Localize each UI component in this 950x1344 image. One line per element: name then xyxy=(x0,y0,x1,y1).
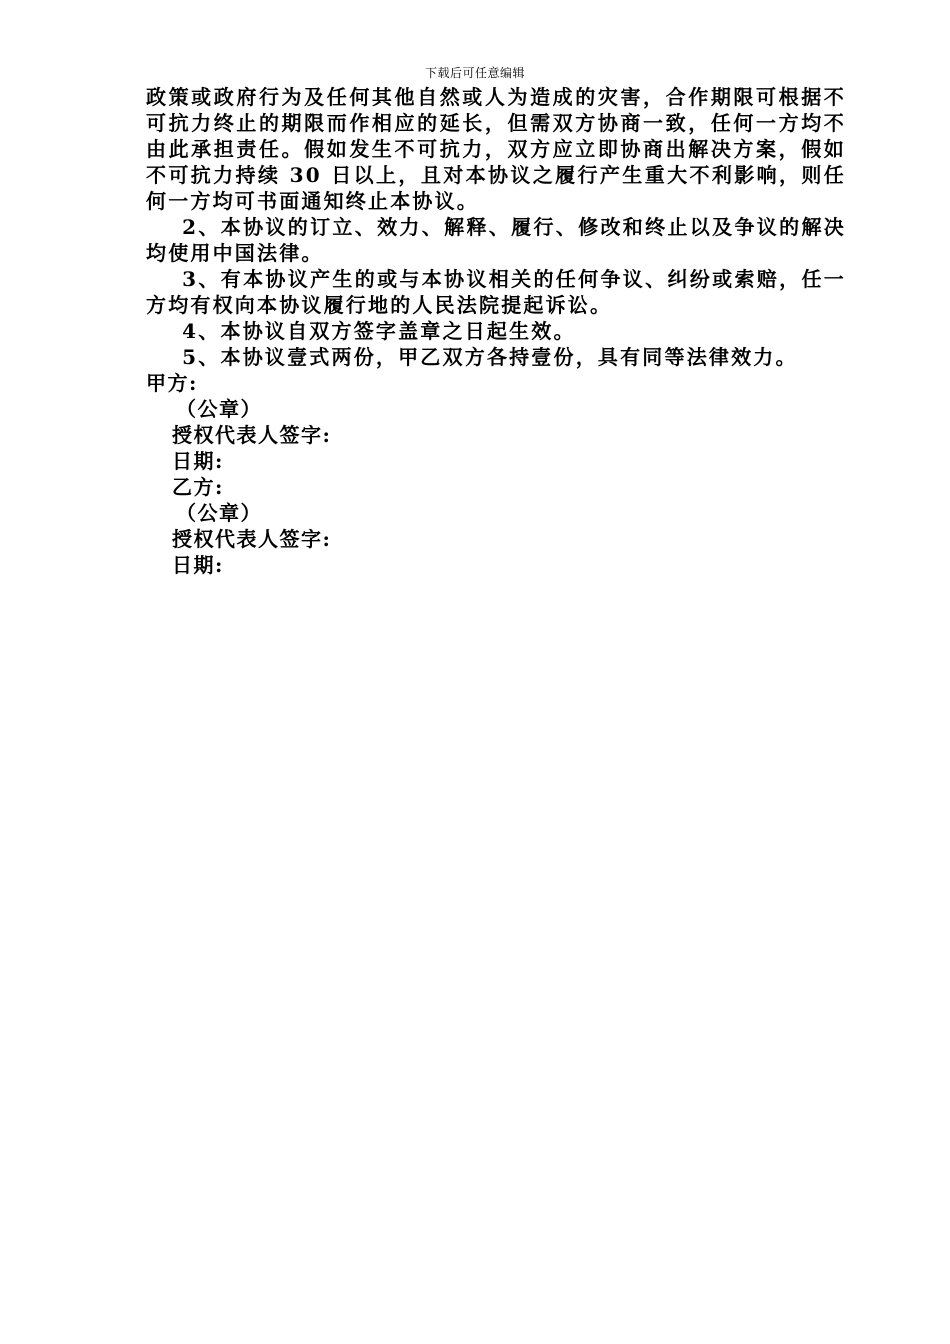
paragraph-force-majeure: 政策或政府行为及任何其他自然或人为造成的灾害，合作期限可根据不可抗力终止的期限而作相应的延长，但需双方协商一致，任何一方均不由此承担责任。假如发生不可抗力，双方应立即协商出解决方案，假如不可抗力持续 30 日以上，且对本协议之履行产生重大不利影响，则任何一方均可书面通知终止本协议。 xyxy=(146,85,846,213)
party-a-signature-label: 授权代表人签字: xyxy=(172,423,332,447)
party-a-seal: （公章） xyxy=(176,397,262,421)
paragraph-dispute-resolution: 3、有本协议产生的或与本协议相关的任何争议、纠纷或索赔，任一方均有权向本协议履行地的人民法院提起诉讼。 xyxy=(146,267,846,317)
party-b-date-label: 日期: xyxy=(172,553,224,577)
party-b-label: 乙方: xyxy=(172,475,224,499)
signature-section xyxy=(146,370,846,578)
document-body xyxy=(146,84,846,578)
paragraph-effective-date: 4、本协议自双方签字盖章之日起生效。 xyxy=(182,319,576,343)
party-a-date-label: 日期: xyxy=(172,449,224,473)
paragraph-copies: 5、本协议壹式两份，甲乙双方各持壹份，具有同等法律效力。 xyxy=(182,345,798,369)
paragraph-governing-law: 2、本协议的订立、效力、解释、履行、修改和终止以及争议的解决均使用中国法律。 xyxy=(146,215,846,265)
party-b-seal: （公章） xyxy=(176,501,262,525)
party-a-label: 甲方: xyxy=(146,371,198,395)
party-b-signature-label: 授权代表人签字: xyxy=(172,527,332,551)
page-header: 下载后可任意编辑 xyxy=(424,66,525,80)
